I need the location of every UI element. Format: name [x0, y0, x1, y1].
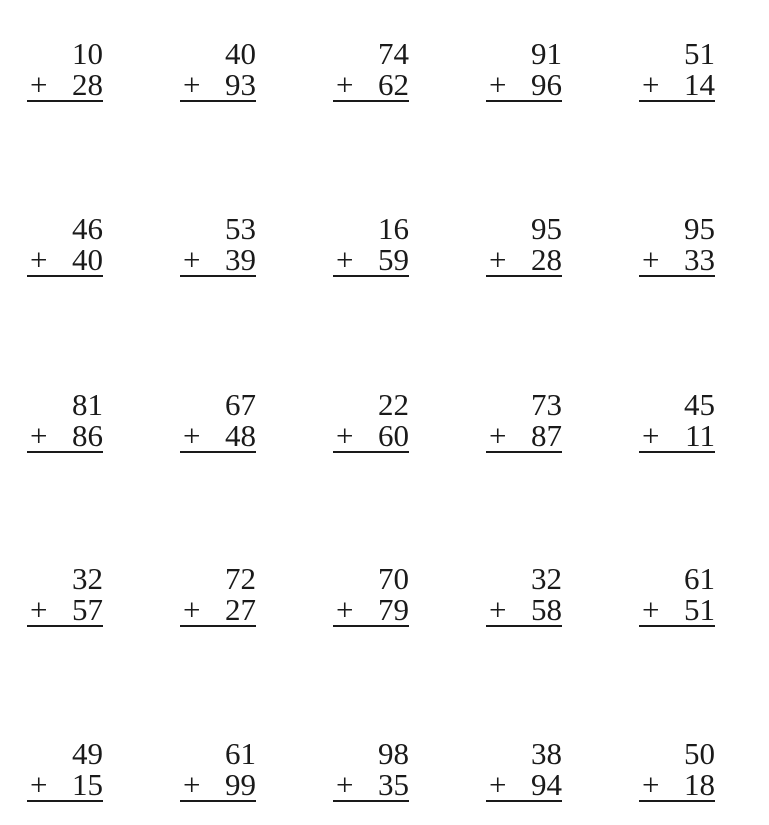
plus-sign: +: [336, 242, 354, 277]
plus-sign: +: [642, 418, 660, 453]
plus-sign: +: [30, 242, 48, 277]
top-number: 61: [225, 736, 256, 771]
bottom-number: 94: [531, 767, 562, 802]
plus-sign: +: [642, 767, 660, 802]
plus-sign: +: [489, 242, 507, 277]
top-number: 73: [531, 387, 562, 422]
addend-line: [27, 769, 103, 802]
addition-problem: [180, 38, 256, 100]
plus-sign: +: [30, 767, 48, 802]
top-number: 51: [684, 36, 715, 71]
plus-sign: +: [336, 418, 354, 453]
addition-problem: [27, 738, 103, 800]
bottom-number: 39: [225, 242, 256, 277]
plus-sign: +: [183, 767, 201, 802]
addend-line: [333, 594, 409, 627]
addition-problem: [27, 563, 103, 625]
addend-line: [333, 69, 409, 102]
bottom-number: 96: [531, 67, 562, 102]
addition-problem: [27, 38, 103, 100]
addition-problem: [180, 563, 256, 625]
addition-problem: [486, 738, 562, 800]
bottom-number: 27: [225, 592, 256, 627]
addend-line: [639, 244, 715, 277]
addition-problem: [486, 38, 562, 100]
top-number: 32: [531, 561, 562, 596]
addend-line: [180, 594, 256, 627]
plus-sign: +: [30, 418, 48, 453]
top-number: 22: [378, 387, 409, 422]
addend-line: [27, 69, 103, 102]
top-number: 50: [684, 736, 715, 771]
addend-line: [639, 594, 715, 627]
bottom-number: 62: [378, 67, 409, 102]
top-number: 46: [72, 211, 103, 246]
plus-sign: +: [183, 592, 201, 627]
top-number: 98: [378, 736, 409, 771]
plus-sign: +: [336, 592, 354, 627]
addition-problem: [333, 738, 409, 800]
plus-sign: +: [489, 67, 507, 102]
top-number: 49: [72, 736, 103, 771]
bottom-number: 59: [378, 242, 409, 277]
addition-problem: [639, 389, 715, 451]
bottom-number: 33: [684, 242, 715, 277]
addition-problem: [180, 389, 256, 451]
bottom-number: 11: [685, 418, 715, 453]
addition-problem: [639, 563, 715, 625]
addend-line: [27, 420, 103, 453]
top-number: 67: [225, 387, 256, 422]
top-number: 38: [531, 736, 562, 771]
addition-problem: [486, 563, 562, 625]
top-number: 91: [531, 36, 562, 71]
plus-sign: +: [183, 67, 201, 102]
plus-sign: +: [642, 67, 660, 102]
plus-sign: +: [489, 418, 507, 453]
addition-problem: [639, 738, 715, 800]
plus-sign: +: [30, 592, 48, 627]
addition-problem: [27, 213, 103, 275]
top-number: 95: [531, 211, 562, 246]
addend-line: [639, 69, 715, 102]
bottom-number: 79: [378, 592, 409, 627]
addend-line: [333, 769, 409, 802]
addend-line: [180, 769, 256, 802]
bottom-number: 40: [72, 242, 103, 277]
top-number: 70: [378, 561, 409, 596]
top-number: 81: [72, 387, 103, 422]
top-number: 32: [72, 561, 103, 596]
top-number: 40: [225, 36, 256, 71]
addend-line: [27, 244, 103, 277]
bottom-number: 58: [531, 592, 562, 627]
bottom-number: 93: [225, 67, 256, 102]
addend-line: [180, 420, 256, 453]
bottom-number: 48: [225, 418, 256, 453]
bottom-number: 28: [531, 242, 562, 277]
addition-problem: [333, 213, 409, 275]
top-number: 72: [225, 561, 256, 596]
bottom-number: 99: [225, 767, 256, 802]
addition-problem: [486, 213, 562, 275]
top-number: 53: [225, 211, 256, 246]
bottom-number: 51: [684, 592, 715, 627]
addition-problem: [333, 563, 409, 625]
addition-problem: [639, 213, 715, 275]
bottom-number: 57: [72, 592, 103, 627]
addition-problem: [639, 38, 715, 100]
addition-problem: [486, 389, 562, 451]
addend-line: [486, 769, 562, 802]
addend-line: [639, 769, 715, 802]
bottom-number: 18: [684, 767, 715, 802]
plus-sign: +: [489, 767, 507, 802]
plus-sign: +: [336, 67, 354, 102]
top-number: 16: [378, 211, 409, 246]
addend-line: [333, 244, 409, 277]
bottom-number: 86: [72, 418, 103, 453]
bottom-number: 35: [378, 767, 409, 802]
addend-line: [639, 420, 715, 453]
plus-sign: +: [30, 67, 48, 102]
addend-line: [27, 594, 103, 627]
bottom-number: 28: [72, 67, 103, 102]
addend-line: [486, 594, 562, 627]
addend-line: [486, 69, 562, 102]
addition-problem: [27, 389, 103, 451]
addition-problem: [180, 213, 256, 275]
top-number: 95: [684, 211, 715, 246]
addition-problem: [333, 38, 409, 100]
addition-problem: [180, 738, 256, 800]
bottom-number: 60: [378, 418, 409, 453]
addend-line: [180, 244, 256, 277]
top-number: 74: [378, 36, 409, 71]
addend-line: [486, 244, 562, 277]
bottom-number: 87: [531, 418, 562, 453]
bottom-number: 14: [684, 67, 715, 102]
plus-sign: +: [489, 592, 507, 627]
top-number: 45: [684, 387, 715, 422]
addend-line: [333, 420, 409, 453]
addend-line: [180, 69, 256, 102]
plus-sign: +: [642, 242, 660, 277]
addition-problem: [333, 389, 409, 451]
plus-sign: +: [183, 418, 201, 453]
plus-sign: +: [642, 592, 660, 627]
top-number: 61: [684, 561, 715, 596]
plus-sign: +: [336, 767, 354, 802]
bottom-number: 15: [72, 767, 103, 802]
plus-sign: +: [183, 242, 201, 277]
addend-line: [486, 420, 562, 453]
top-number: 10: [72, 36, 103, 71]
